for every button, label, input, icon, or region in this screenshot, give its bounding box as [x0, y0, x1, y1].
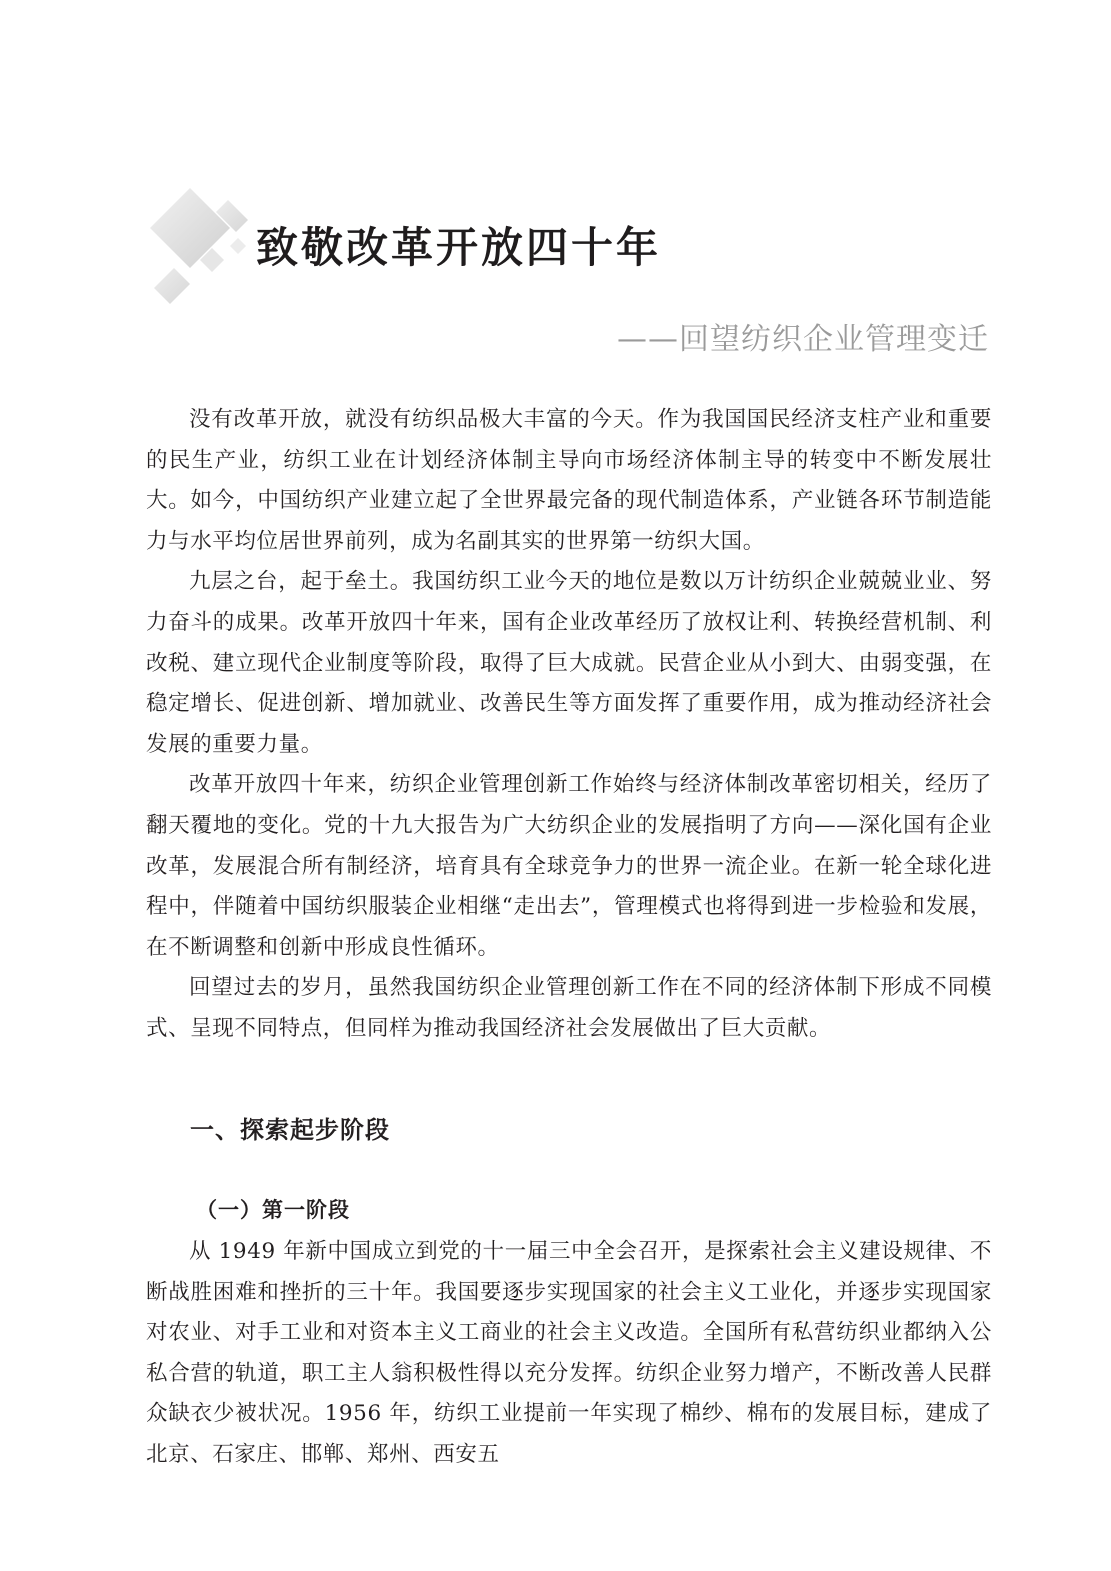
- intro-paragraph: 九层之台，起于垒土。我国纺织工业今天的地位是数以万计纺织企业兢兢业业、努力奋斗的成果。改革开放四十年来，国有企业改革经历了放权让利、转换经营机制、利改税、建立现代企业制度等阶段，取得了巨大成就。民营企业从小到大、由弱变强，在稳定增长、促进创新、增加就业、改善民生等方面发挥了重要作用，成为推动经济社会发展的重要力量。: [146, 569, 992, 757]
- page-title: 致敬改革开放四十年: [256, 223, 662, 272]
- section-paragraph: 从 1949 年新中国成立到党的十一届三中全会召开，是探索社会主义建设规律、不断战胜困难和挫折的三十年。我国要逐步实现国家的社会主义工业化，并逐步实现国家对农业、对手工业和对资本主义工商业的社会主义改造。全国所有私营纺织业都纳入公私合营的轨道，职工主人翁积极性得以充分发挥。纺织企业努力增产，不断改善人民群众缺衣少被状况。1956 年，纺织工业提前一年实现了棉纱、棉布的发展目标，建成了北京、石家庄、邯郸、郑州、西安五: [146, 1239, 992, 1467]
- page-subtitle: ——回望纺织企业管理变迁: [617, 322, 989, 357]
- section-heading: 一、探索起步阶段: [190, 1116, 390, 1144]
- intro-paragraph: 没有改革开放，就没有纺织品极大丰富的今天。作为我国国民经济支柱产业和重要的民生产业，纺织工业在计划经济体制主导向市场经济体制主导的转变中不断发展壮大。如今，中国纺织产业建立起了全世界最完备的现代制造体系，产业链各环节制造能力与水平均位居世界前列，成为名副其实的世界第一纺织大国。: [146, 407, 992, 554]
- decorative-diamond-ornament: [140, 178, 270, 308]
- deco-diamond-mini: [230, 238, 246, 254]
- intro-paragraph: 改革开放四十年来，纺织企业管理创新工作始终与经济体制改革密切相关，经历了翻天覆地的变化。党的十九大报告为广大纺织企业的发展指明了方向——深化国有企业改革，发展混合所有制经济，培育具有全球竞争力的世界一流企业。在新一轮全球化进程中，伴随着中国纺织服装企业相继“走出去”，管理模式也将得到进一步检验和发展，在不断调整和创新中形成良性循环。: [146, 772, 992, 960]
- intro-paragraph: 回望过去的岁月，虽然我国纺织企业管理创新工作在不同的经济体制下形成不同模式、呈现不同特点，但同样为推动我国经济社会发展做出了巨大贡献。: [146, 975, 992, 1041]
- section-text: [146, 1232, 992, 1476]
- deco-diamond-bottom: [154, 268, 190, 304]
- intro-text: [146, 400, 992, 1050]
- subsection-heading: （一）第一阶段: [196, 1198, 350, 1222]
